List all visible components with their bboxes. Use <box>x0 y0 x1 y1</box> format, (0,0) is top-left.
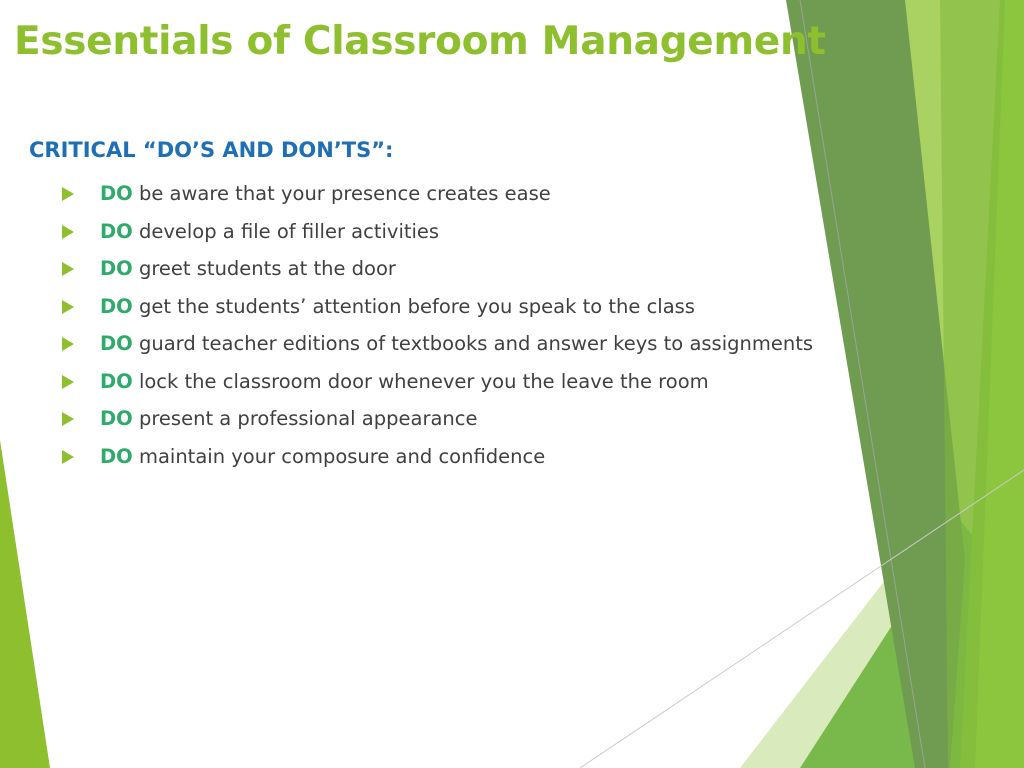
triangle-bullet-icon <box>62 450 74 464</box>
left-facet <box>0 440 50 768</box>
list-item-text <box>100 288 695 326</box>
do-keyword: DO <box>100 294 133 318</box>
list-item-text <box>100 438 545 476</box>
section-subheading: CRITICAL “DO’S AND DON’TS”: <box>29 138 394 162</box>
triangle-bullet-icon <box>62 262 74 276</box>
list-item-text <box>100 175 551 213</box>
do-keyword: DO <box>100 219 133 243</box>
triangle-bullet-icon <box>62 187 74 201</box>
do-keyword: DO <box>100 257 133 280</box>
do-keyword: DO <box>100 182 133 205</box>
list-item-text <box>100 400 477 438</box>
slide-title: Essentials of Classroom Management <box>14 19 826 64</box>
list-item-text <box>100 325 813 363</box>
triangle-bullet-icon <box>62 337 74 351</box>
list-item-body: greet students at the door <box>132 257 396 280</box>
do-keyword: DO <box>100 369 133 393</box>
list-item-body: be aware that your presence creates ease <box>132 182 551 205</box>
list-item-body: develop a file of filler activities <box>132 219 440 243</box>
do-keyword: DO <box>100 444 133 468</box>
triangle-bullet-icon <box>62 375 74 389</box>
do-keyword: DO <box>100 407 133 430</box>
triangle-bullet-icon <box>62 412 74 426</box>
do-keyword: DO <box>100 332 133 355</box>
list-item-body: get the students’ attention before you speak to the class <box>132 294 695 318</box>
triangle-bullet-icon <box>62 225 74 239</box>
list-item-text <box>100 363 709 401</box>
triangle-bullet-icon <box>62 300 74 314</box>
list-item-body: lock the classroom door whenever you the leave the room <box>132 369 709 393</box>
list-item-text <box>100 250 396 288</box>
list-item-text <box>100 213 439 251</box>
list-item-body: guard teacher editions of textbooks and answer keys to assignments <box>132 332 814 355</box>
list-item-body: present a professional appearance <box>132 407 478 430</box>
list-item-body: maintain your composure and confidence <box>132 444 546 468</box>
